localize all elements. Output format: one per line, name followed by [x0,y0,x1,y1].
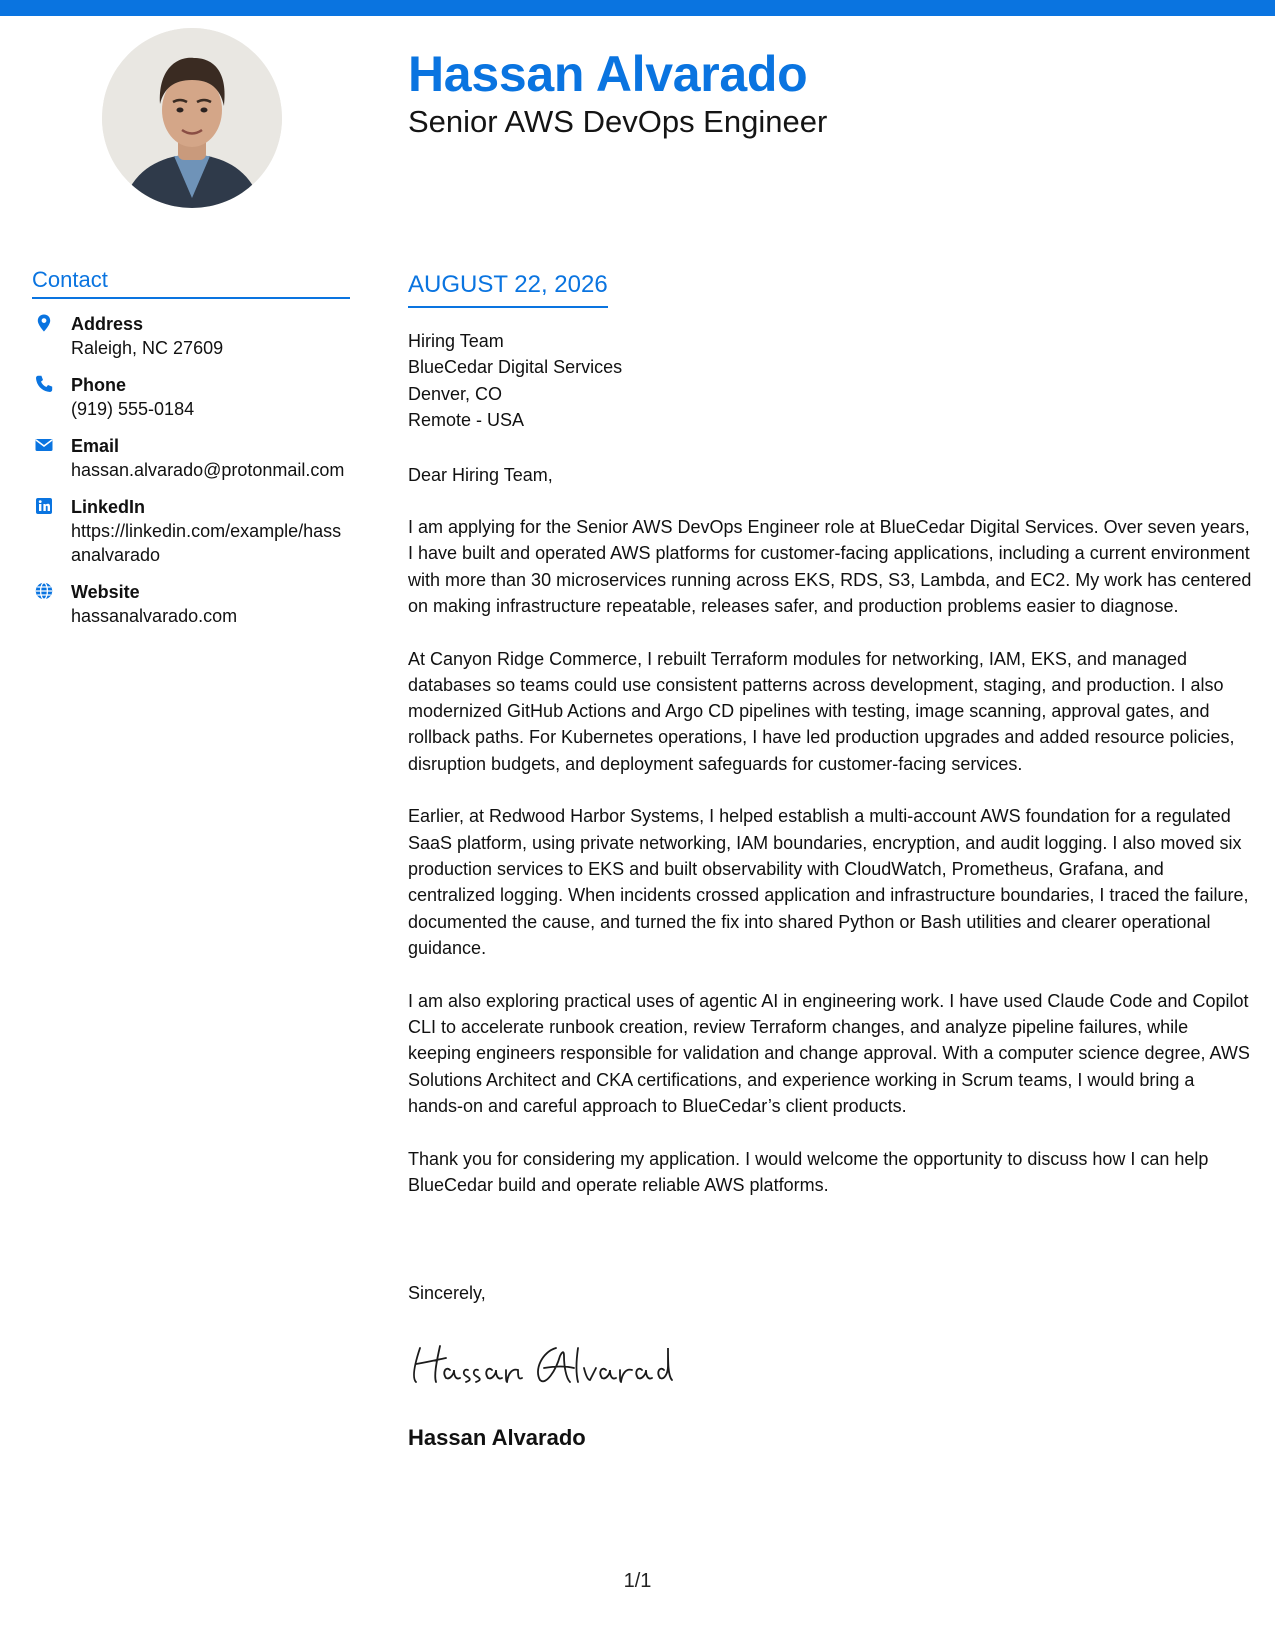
envelope-icon [34,435,54,455]
contact-label: Website [71,582,140,602]
body-paragraph: I am also exploring practical uses of agentic AI in engineering work. I have used Claude Code and Copilot CLI to accelerate runbook creation, review Terraform changes, and analyze pipeline failures, while keeping engineers responsible for validation and change approval. With a computer science degree, AWS Solutions Architect and CKA certifications, and experience working in Scrum teams, I would bring a hands-on and careful approach to BlueCedar’s client products. [408,990,1250,1116]
portrait-image [102,28,282,208]
contact-value: Raleigh, NC 27609 [71,338,224,358]
contact-item-phone [32,373,350,421]
contact-label: Address [71,314,144,334]
linkedin-link[interactable]: https://linkedin.com/example/hassanalvarado [71,521,342,565]
signer-name: Hassan Alvarado [408,1425,586,1450]
job-title: Senior AWS DevOps Engineer [408,104,828,139]
contact-label: LinkedIn [71,497,146,517]
recipient-line: Remote - USA [408,410,525,431]
globe-icon [34,581,54,601]
body-paragraph: Earlier, at Redwood Harbor Systems, I helped establish a multi-account AWS foundation for a regulated SaaS platform, using private networking, IAM boundaries, encryption, and audit logging. I also moved six production services to EKS and built observability with CloudWatch, Prometheus, Grafana, and centralized logging. When incidents crossed application and infrastructure boundaries, I traced the failure, documented the cause, and turned the fix into shared Python or Bash utilities and clearer operational guidance. [408,806,1249,958]
linkedin-icon [34,496,54,516]
body-paragraph: At Canyon Ridge Commerce, I rebuilt Terraform modules for networking, IAM, EKS, and managed databases so teams could use consistent patterns across development, staging, and production. I also modernized GitHub Actions and Argo CD pipelines with testing, image scanning, approval gates, and rollback paths. For Kubernetes operations, I have led production upgrades and added resource policies, disruption budgets, and deployment safeguards for customer-facing services. [408,648,1235,774]
contact-item-email [32,434,350,482]
letter-date: AUGUST 22, 2026 [408,270,608,308]
top-accent-bar [0,0,1275,16]
handwritten-signature [406,1326,676,1396]
contact-item-linkedin [32,495,350,567]
closing: Sincerely, [408,1283,486,1303]
contact-label: Email [71,436,120,456]
page-number: 1/1 [623,1570,652,1592]
contact-item-website [32,580,350,628]
body-paragraph: I am applying for the Senior AWS DevOps Engineer role at BlueCedar Digital Services. Over seven years, I have built and operated AWS platforms for customer-facing applications, including a current environment with more than 30 microservices running across EKS, RDS, S3, Lambda, and EC2. My work has centered on making infrastructure repeatable, releases safer, and production problems easier to diagnose. [408,517,1252,616]
salutation: Dear Hiring Team, [408,465,553,485]
phone-icon [34,374,54,394]
body-paragraph: Thank you for considering my application. I would welcome the opportunity to discuss how I can help BlueCedar build and operate reliable AWS platforms. [408,1148,1209,1195]
contact-heading: Contact [32,266,350,299]
letter-body [408,514,1252,1224]
contact-item-address [32,312,350,360]
website-link[interactable]: hassanalvarado.com [71,606,238,626]
recipient-line: BlueCedar Digital Services [408,357,623,378]
applicant-name: Hassan Alvarado [408,46,808,102]
recipient-line: Denver, CO [408,383,503,404]
recipient-line: Hiring Team [408,331,504,351]
email-link[interactable]: hassan.alvarado@protonmail.com [71,460,345,480]
contact-label: Phone [71,375,127,395]
recipient-block [408,328,1248,434]
contact-value: (919) 555-0184 [71,399,195,419]
location-pin-icon [34,313,54,333]
avatar [102,28,282,208]
contact-sidebar [32,266,350,628]
